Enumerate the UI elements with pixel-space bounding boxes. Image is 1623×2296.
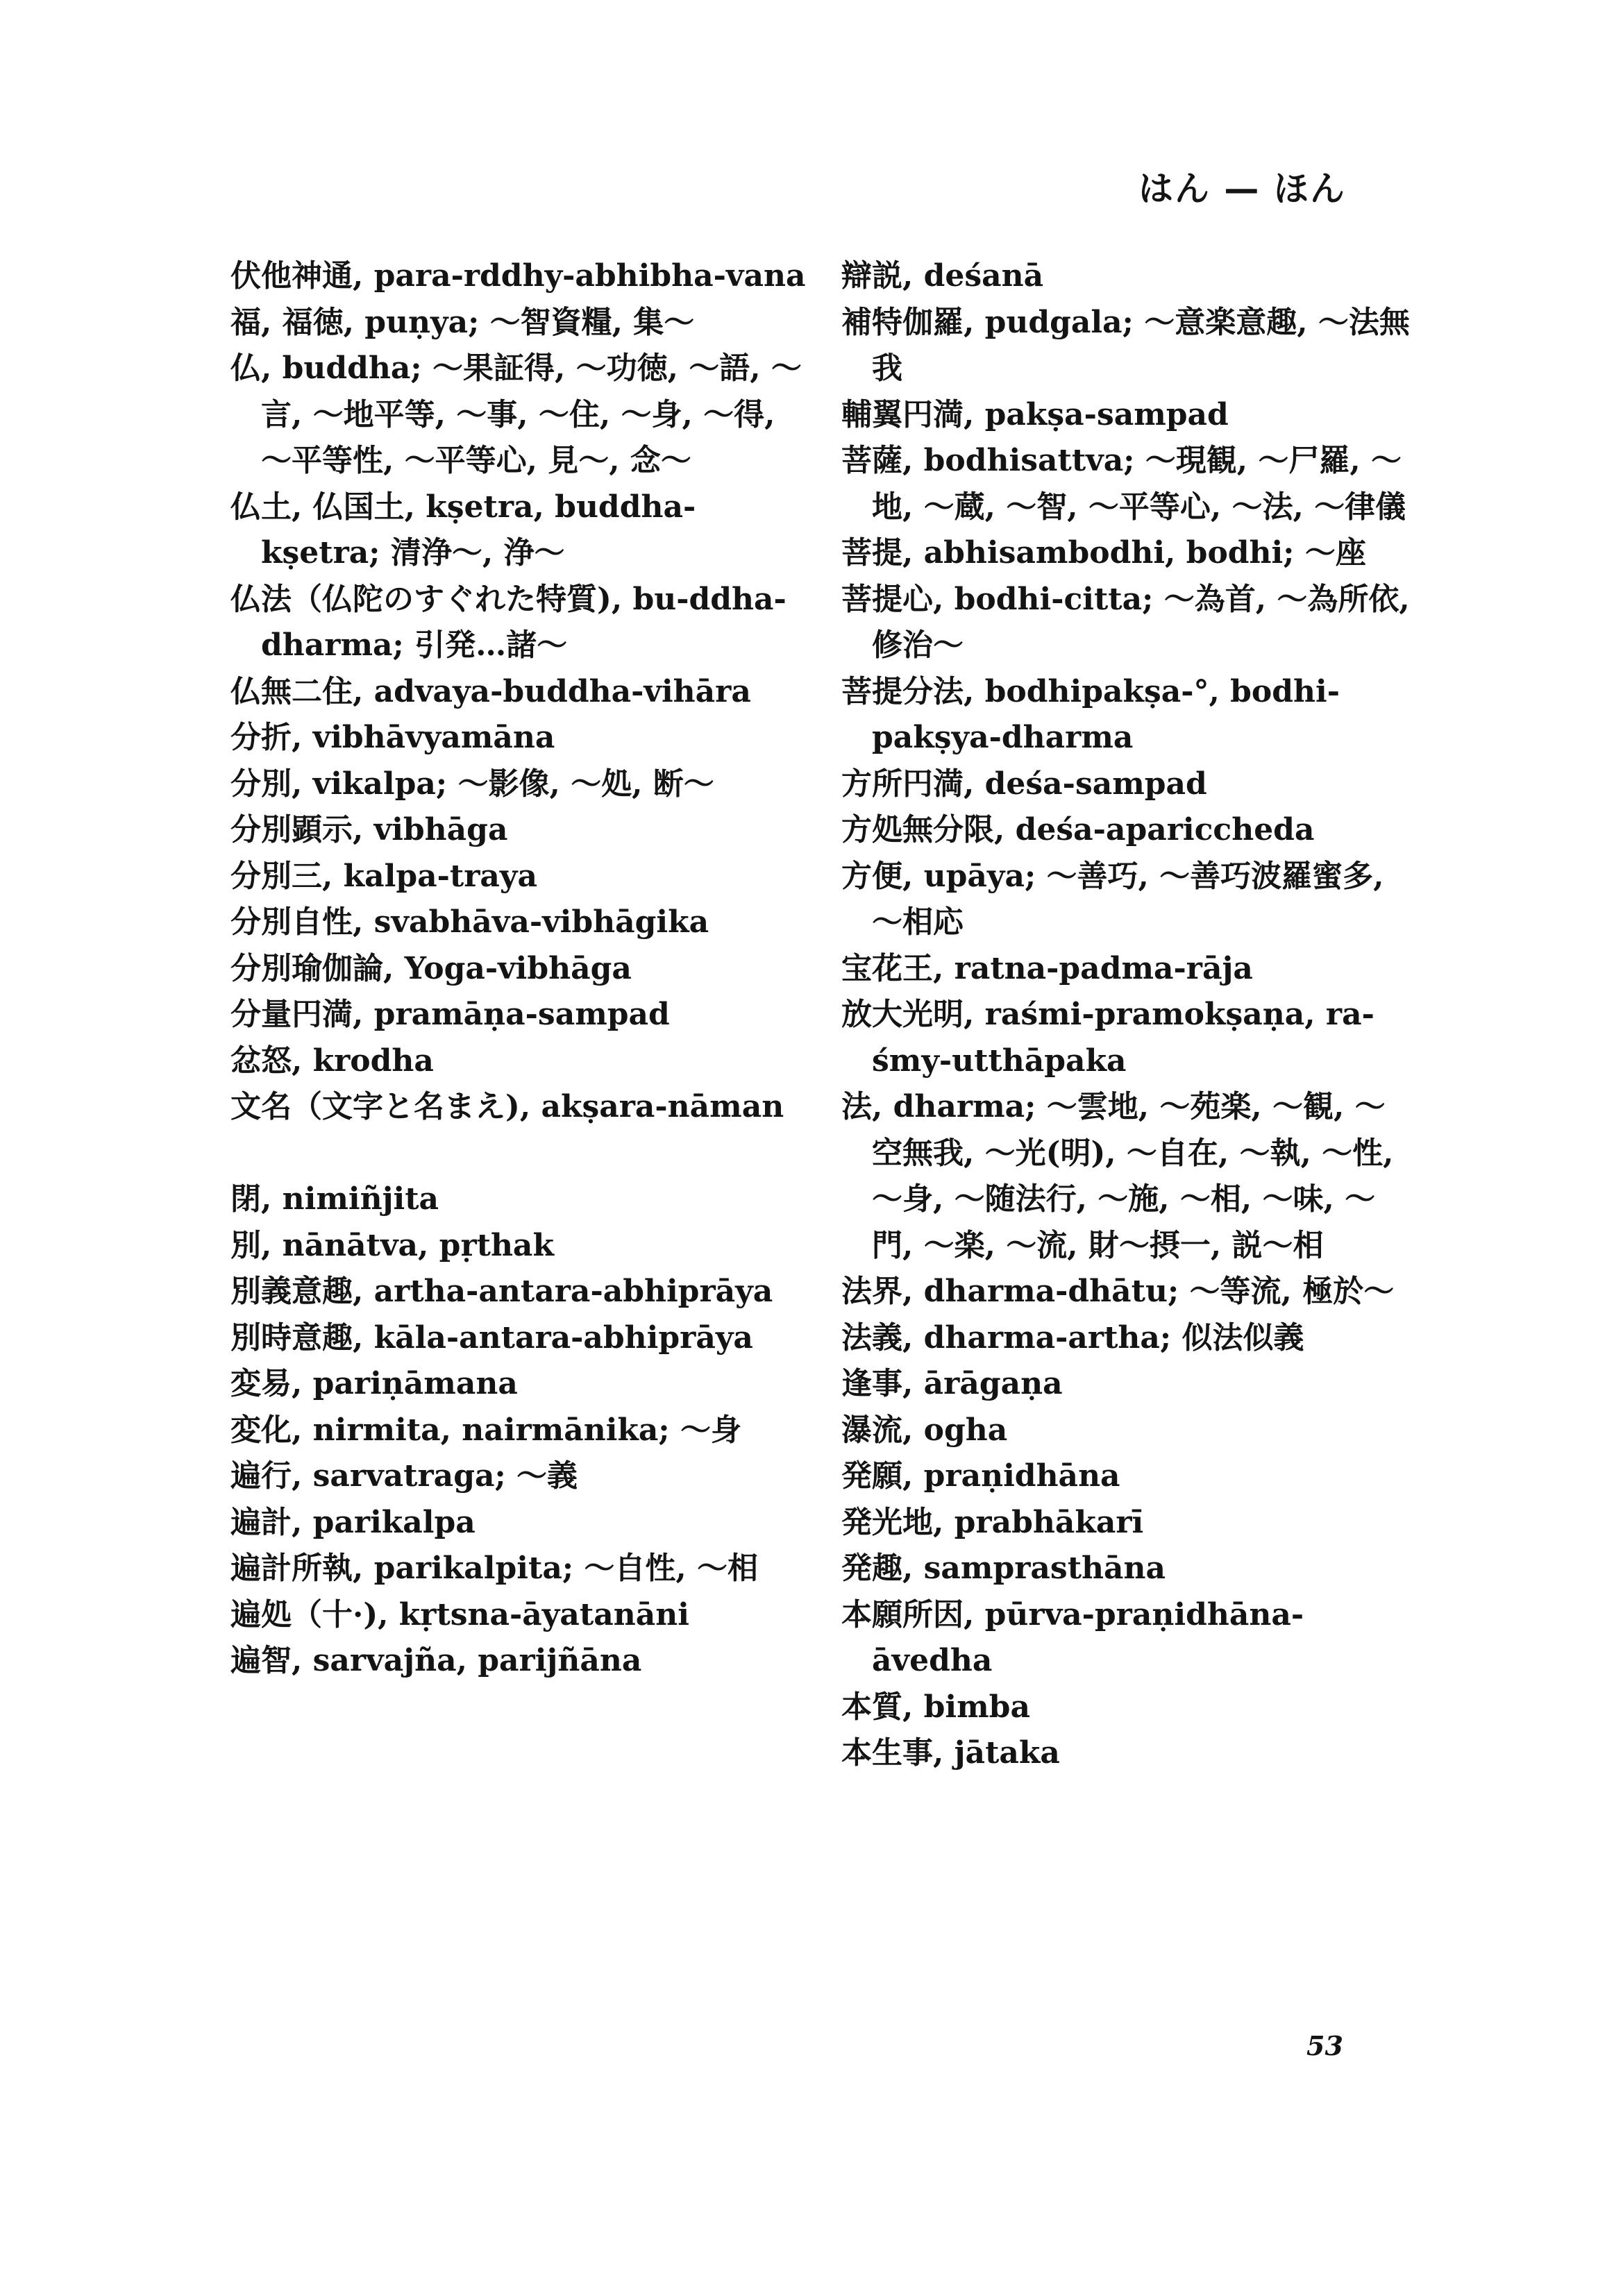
glossary-entry: 瀑流, ogha [841, 1412, 1008, 1448]
glossary-entry: 遍処（十·), kṛtsna-āyatanāni [230, 1596, 689, 1632]
glossary-entry: 分別顕示, vibhāga [230, 812, 508, 847]
glossary-entry: 補特伽羅, pudgala; ～意楽意趣, ～法無我 [841, 304, 1410, 386]
glossary-entry: 放大光明, raśmi-pramokṣaṇa, ra-śmy-utthāpaka [841, 997, 1374, 1079]
glossary-entry: 伏他神通, para-rddhy-abhibha-vana [230, 258, 806, 294]
glossary-entry: 分別, vikalpa; ～影像, ～処, 断～ [230, 766, 714, 802]
glossary-entry: 逢事, ārāgaṇa [841, 1366, 1063, 1401]
glossary-entry: 閉, nimiñjita [230, 1181, 439, 1217]
glossary-entry: 遍計所執, parikalpita; ～自性, ～相 [230, 1551, 759, 1586]
glossary-entry: 輔翼円満, pakṣa-sampad [841, 396, 1229, 432]
section-gap [230, 1131, 807, 1177]
glossary-entry: 分別瑜伽論, Yoga-vibhāga [230, 950, 632, 986]
glossary-entry: 方所円満, deśa-sampad [841, 766, 1207, 802]
glossary-entry: 発光地, prabhākarī [841, 1504, 1144, 1540]
glossary-entry: 忿怒, krodha [230, 1043, 434, 1079]
glossary-entry: 菩薩, bodhisattva; ～現観, ～尸羅, ～地, ～蔵, ～智, ～平等心, ～法, ～律儀 [841, 443, 1406, 525]
glossary-entry: 文名（文字と名まえ), akṣara-nāman [230, 1089, 784, 1124]
glossary-entry: 法界, dharma-dhātu; ～等流, 極於～ [841, 1274, 1395, 1309]
running-header: はん — ほん [1138, 169, 1346, 209]
glossary-entry: 別, nānātva, pṛthak [230, 1227, 554, 1263]
glossary-entry: 福, 福徳, puṇya; ～智資糧, 集～ [230, 304, 695, 340]
glossary-entry: 分別自性, svabhāva-vibhāgika [230, 904, 709, 940]
glossary-entry: 方便, upāya; ～善巧, ～善巧波羅蜜多, ～相応 [841, 858, 1384, 940]
glossary-entry: 法, dharma; ～雲地, ～苑楽, ～観, ～空無我, ～光(明), ～自在, ～執, ～性, ～身, ～随法行, ～施, ～相, ～味, ～門, ～楽, ～流, 財～摂一, 説～相 [841, 1089, 1394, 1263]
glossary-entry: 法義, dharma-artha; 似法似義 [841, 1319, 1304, 1356]
glossary-entry: 発願, praṇidhāna [841, 1458, 1120, 1494]
glossary-entry: 変化, nirmita, nairmānika; ～身 [230, 1412, 741, 1448]
left-column [230, 253, 807, 1685]
glossary-entry: 方処無分限, deśa-apariccheda [841, 812, 1315, 847]
glossary-entry: 仏無二住, advaya-buddha-vihāra [230, 673, 751, 709]
glossary-entry: 発趣, samprasthāna [841, 1551, 1166, 1586]
glossary-entry: 菩提, abhisambodhi, bodhi; ～座 [841, 535, 1366, 571]
glossary-entry: 本質, bimba [841, 1689, 1030, 1725]
glossary-entry: 別義意趣, artha-antara-abhiprāya [230, 1274, 773, 1309]
glossary-entry: 仏土, 仏国土, kṣetra, buddha-kṣetra; 清浄～, 浄～ [230, 489, 696, 571]
glossary-entry: 分別三, kalpa-traya [230, 858, 537, 894]
glossary-entry: 遍計, parikalpa [230, 1504, 476, 1540]
glossary-entry: 遍行, sarvatraga; ～義 [230, 1458, 578, 1494]
glossary-entry: 辯説, deśanā [841, 258, 1044, 294]
glossary-entry: 菩提分法, bodhipakṣa-°, bodhi-pakṣya-dharma [841, 673, 1340, 755]
glossary-entry: 宝花王, ratna-padma-rāja [841, 950, 1253, 986]
glossary-entry: 分折, vibhāvyamāna [230, 720, 555, 755]
glossary-entry: 菩提心, bodhi-citta; ～為首, ～為所依, 修治～ [841, 581, 1410, 663]
glossary-entry: 本生事, jātaka [841, 1735, 1060, 1771]
glossary-entry: 別時意趣, kāla-antara-abhiprāya [230, 1319, 753, 1356]
glossary-entry: 本願所因, pūrva-praṇidhāna-āvedha [841, 1596, 1304, 1678]
glossary-entry: 遍智, sarvajña, parijñāna [230, 1643, 642, 1678]
right-column [841, 253, 1411, 1777]
glossary-entry: 仏, buddha; ～果証得, ～功徳, ～語, ～言, ～地平等, ～事, ～住, ～身, ～得, ～平等性, ～平等心, 見～, 念～ [230, 351, 802, 478]
glossary-entry: 変易, pariṇāmana [230, 1366, 518, 1401]
page-number: 53 [1306, 2030, 1343, 2061]
glossary-entry: 分量円満, pramāṇa-sampad [230, 997, 670, 1032]
glossary-entry: 仏法（仏陀のすぐれた特質), bu-ddha-dharma; 引発…諸～ [230, 581, 787, 663]
